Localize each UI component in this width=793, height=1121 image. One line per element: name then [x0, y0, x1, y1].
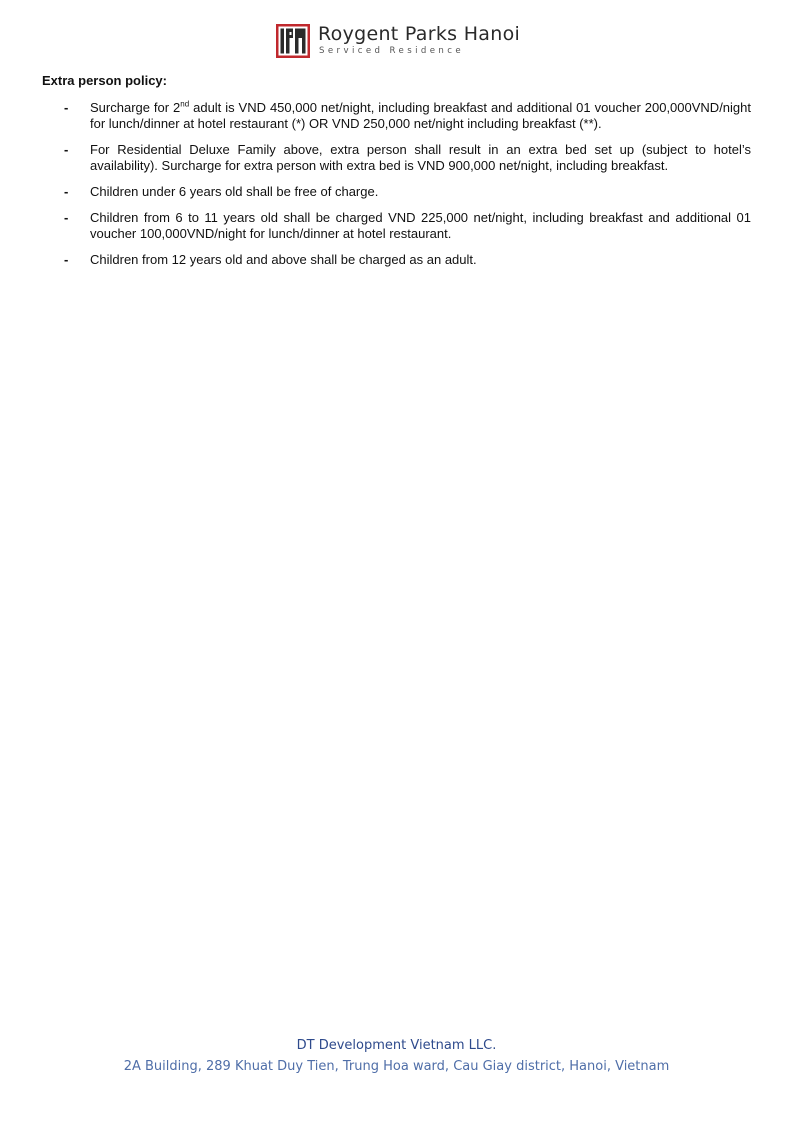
- page-header: [276, 22, 520, 62]
- rp-logo-icon: [276, 24, 310, 58]
- list-item: [42, 100, 751, 132]
- list-item: [42, 142, 751, 174]
- list-item: [42, 252, 751, 268]
- bullet-dash: -: [64, 210, 69, 225]
- brand-tagline: Serviced Residence: [319, 46, 465, 56]
- bullet-dash: -: [64, 184, 69, 199]
- item-text: Children from 12 years old and above shall be charged as an adult.: [90, 252, 477, 267]
- item-text: Children under 6 years old shall be free of charge.: [90, 184, 379, 199]
- footer-company: DT Development Vietnam LLC.: [296, 1038, 497, 1053]
- policy-list: [42, 100, 751, 268]
- brand-block: [318, 22, 520, 57]
- bullet-dash: -: [64, 142, 69, 157]
- brand-name: Roygent Parks Hanoi: [318, 23, 521, 45]
- list-item: [42, 210, 751, 242]
- item-text-pre: Surcharge for 2: [90, 100, 181, 115]
- footer-address: 2A Building, 289 Khuat Duy Tien, Trung Hoa ward, Cau Giay district, Hanoi, Vietnam: [123, 1059, 670, 1074]
- list-item: [42, 184, 751, 200]
- document-body: [42, 73, 751, 278]
- item-text: Children from 6 to 11 years old shall be charged VND 225,000 net/night, including breakfast and additional 01 voucher 100,000VND/night for lunch/dinner at hotel restaurant.: [90, 210, 751, 241]
- item-text-post: adult is VND 450,000 net/night, including breakfast and additional 01 voucher 200,000VND/night for lunch/dinner at hotel restaurant (*) OR VND 250,000 net/night including breakfast (**).: [90, 100, 751, 131]
- section-heading: Extra person policy:: [42, 73, 167, 88]
- bullet-dash: -: [64, 252, 69, 267]
- bullet-dash: -: [64, 100, 69, 115]
- item-text: For Residential Deluxe Family above, extra person shall result in an extra bed set up (subject to hotel’s availability). Surcharge for extra person with extra bed is VND 900,000 net/night, including breakfast.: [90, 142, 751, 173]
- ordinal-superscript: nd: [180, 99, 190, 109]
- page-footer: [0, 1036, 793, 1078]
